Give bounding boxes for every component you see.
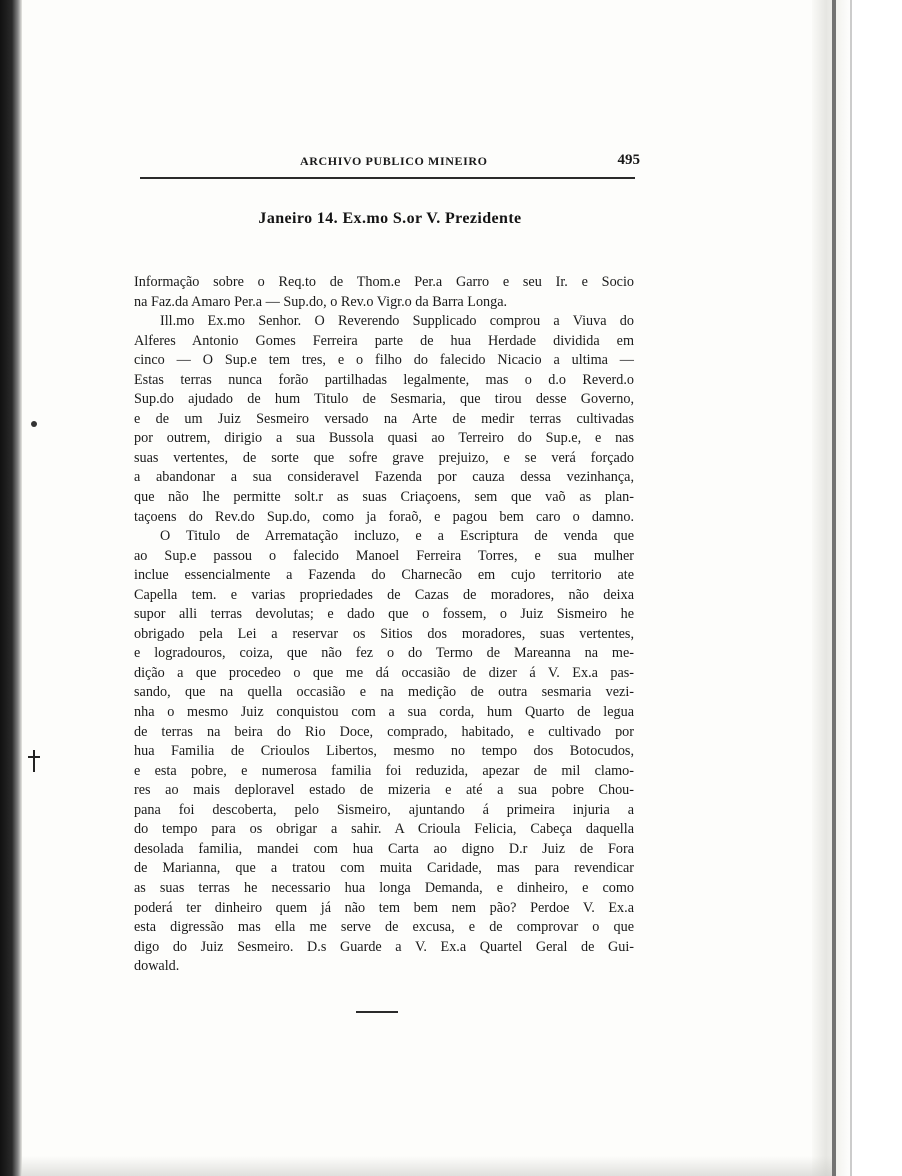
text-line: ao Sup.e passou o falecido Manoel Ferreira Torres, e sua mulher	[134, 547, 634, 564]
closing-rule	[356, 1011, 398, 1013]
text-line: Informação sobre o Req.to de Thom.e Per.a Garro e seu Ir. e Socio	[134, 274, 634, 290]
margin-cross-mark	[28, 750, 40, 772]
text-line: obrigado pela Lei a reservar os Sitios dos moradores, suas vertentes,	[134, 625, 634, 642]
text-line: esta digressão mas ella me serve de excusa, e de comprovar o que	[134, 919, 634, 936]
text-line: inclue essencialmente a Fazenda do Charnecão em cujo territorio ate	[134, 567, 634, 584]
text-line: Capella tem. e varias propriedades de Cazas de moradores, não deixa	[134, 586, 634, 603]
text-line: Ill.mo Ex.mo Senhor. O Reverendo Supplicado comprou a Viuva do	[160, 313, 634, 330]
text-line: e logradouros, coiza, que não fez o do Termo de Mareanna na me-	[134, 645, 634, 662]
text-line: dowald.	[134, 958, 180, 975]
text-line: que não lhe permitte solt.r as suas Criaçoens, sem que vaõ as plan-	[134, 489, 634, 506]
gutter-shadow-line	[832, 0, 836, 1176]
text-line: hua Familia de Crioulos Libertos, mesmo no tempo dos Botocudos,	[134, 743, 634, 760]
text-line: res ao mais deploravel estado de mizeria e até a sua pobre Chou-	[134, 782, 634, 799]
text-line: supor alli terras devolutas; e dado que o fossem, o Juiz Sismeiro he	[134, 606, 634, 623]
body-text	[134, 273, 634, 977]
text-line: a abandonar a sua consideravel Fazenda por cauza dessa vezinhança,	[134, 469, 634, 486]
page-gutter	[812, 0, 902, 1176]
margin-mark	[31, 421, 37, 427]
page-number: 495	[617, 152, 640, 168]
text-line: Alferes Antonio Gomes Ferreira parte de hua Herdade dividida em	[134, 332, 634, 349]
text-line: e de um Juiz Sesmeiro versado na Arte de medir terras cultivadas	[134, 410, 634, 427]
text-line: taçoens do Rev.do Sup.do, como ja foraõ, e pagou bem caro o damno.	[134, 508, 634, 525]
text-line: de terras na beira do Rio Doce, comprado, habitado, e cultivado por	[134, 723, 634, 740]
text-line: Estas terras nunca forão partilhadas legalmente, mas o d.o Reverd.o	[134, 371, 634, 388]
text-line: do tempo para os obrigar a sahir. A Crioula Felicia, Cabeça daquella	[134, 821, 634, 838]
text-line: pana foi descoberta, pelo Sismeiro, ajuntando á primeira injuria a	[134, 801, 634, 818]
text-line: sando, que na quella occasião e na medição de outra sesmaria vezi-	[134, 684, 634, 701]
text-line: desolada familia, mandei com hua Carta ao digno D.r Juiz de Fora	[134, 840, 634, 857]
text-line: as suas terras he necessario hua longa Demanda, e dinheiro, e como	[134, 879, 634, 896]
text-line: O Titulo de Arrematação incluzo, e a Escriptura de venda que	[160, 528, 634, 545]
text-line: poderá ter dinheiro quem já não tem bem nem pão? Perdoe V. Ex.a	[134, 899, 634, 916]
text-line: e esta pobre, e numerosa familia foi reduzida, apezar de mil clamo-	[134, 762, 634, 779]
page-bottom-shadow	[22, 1156, 832, 1176]
text-line: de Marianna, que a tratou com muita Caridade, mas para revendicar	[134, 860, 634, 877]
text-line: por outrem, dirigio a sua Bussola quasi ao Terreiro do Sup.e, e nas	[134, 430, 634, 447]
header-rule	[140, 177, 635, 179]
entry-heading: Janeiro 14. Ex.mo S.or V. Prezidente	[258, 210, 522, 227]
gutter-shadow-line-secondary	[850, 0, 852, 1176]
running-header	[300, 154, 640, 174]
text-line: suas vertentes, de sorte que sofre grave prejuizo, e se verá forçado	[134, 449, 634, 466]
text-line: digo do Juiz Sesmeiro. D.s Guarde a V. Ex.a Quartel Geral de Gui-	[134, 938, 634, 955]
text-line: dição a que procedeo o que me dá occasião de dizer á V. Ex.a pas-	[134, 664, 634, 681]
book-binding-edge	[0, 0, 22, 1176]
text-line: nha o mesmo Juiz conquistou com a sua corda, hum Quarto de legua	[134, 704, 634, 721]
running-title: ARCHIVO PUBLICO MINEIRO	[300, 154, 488, 168]
text-line: Sup.do ajudado de hum Titulo de Sesmaria, que tirou desse Governo,	[134, 391, 634, 408]
text-line: na Faz.da Amaro Per.a — Sup.do, o Rev.o Vigr.o da Barra Longa.	[134, 293, 508, 310]
text-line: cinco — O Sup.e tem tres, e o filho do falecido Nicacio a ultima —	[134, 352, 634, 369]
